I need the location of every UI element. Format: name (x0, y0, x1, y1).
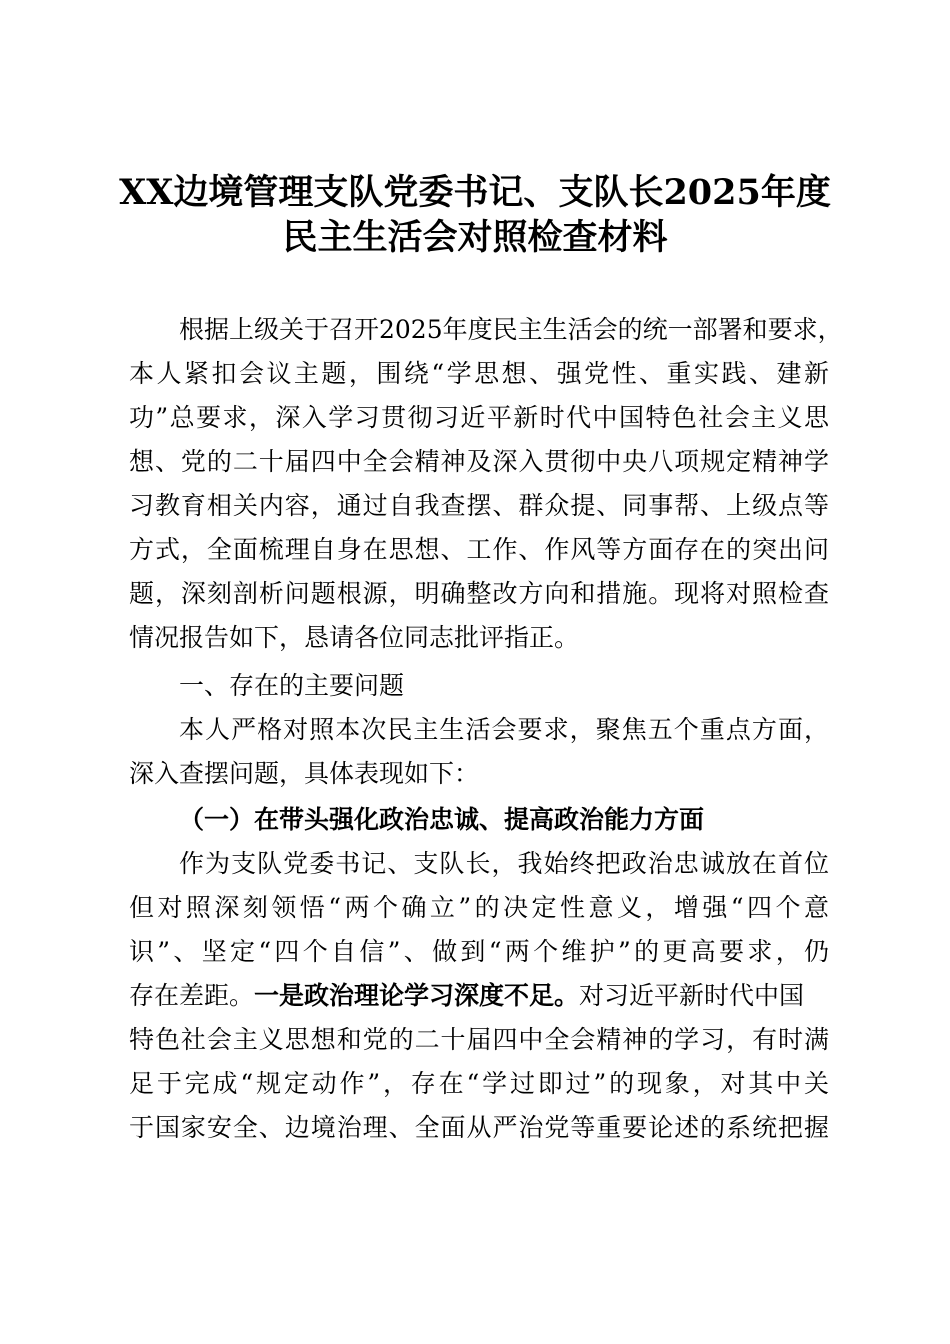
subsection-line-1: 作为支队党委书记、支队长，我始终把政治忠诚放在首位 (179, 849, 829, 878)
subsection-line-4-tail: 对习近平新时代中国 (579, 981, 805, 1010)
intro-line-2: 本人紧扣会议主题，围绕“学思想、强党性、重实践、建新 (129, 359, 829, 388)
subsection-line-5: 特色社会主义思想和党的二十届四中全会精神的学习，有时满 (129, 1025, 829, 1054)
section-para-line-2: 深入查摆问题，具体表现如下： (129, 759, 480, 788)
subsection-line-4-emphasis: 一是政治理论学习深度不足。 (254, 981, 580, 1010)
intro-line-3: 功”总要求，深入学习贯彻习近平新时代中国特色社会主义思 (129, 403, 829, 432)
subsection-line-3: 识”、坚定“四个自信”、做到“两个维护”的更高要求，仍 (129, 937, 829, 966)
intro-line-6: 方式，全面梳理自身在思想、工作、作风等方面存在的突出问 (129, 535, 829, 564)
section-heading: 一、存在的主要问题 (179, 671, 405, 700)
intro-line-1: 根据上级关于召开2025年度民主生活会的统一部署和要求， (179, 315, 843, 344)
subsection-line-4 (129, 974, 829, 1018)
subsection-line-2: 但对照深刻领悟“两个确立”的决定性意义，增强“四个意 (129, 893, 829, 922)
intro-line-7: 题，深刻剖析问题根源，明确整改方向和措施。现将对照检查 (129, 579, 829, 608)
section-para-line-1: 本人严格对照本次民主生活会要求，聚焦五个重点方面， (179, 715, 829, 744)
subsection-line-4-lead: 存在差距。 (129, 981, 255, 1010)
document-title-line-2: 民主生活会对照检查材料 (282, 217, 668, 258)
document-title-line-1: XX边境管理支队党委书记、支队长2025年度 (119, 172, 831, 213)
subsection-line-6: 足于完成“规定动作”，存在“学过即过”的现象，对其中关 (129, 1069, 829, 1098)
intro-line-4: 想、党的二十届四中全会精神及深入贯彻中央八项规定精神学 (129, 447, 829, 476)
intro-line-8: 情况报告如下，恳请各位同志批评指正。 (129, 623, 580, 652)
intro-line-5: 习教育相关内容，通过自我查摆、群众提、同事帮、上级点等 (129, 491, 829, 520)
subsection-line-7: 于国家安全、边境治理、全面从严治党等重要论述的系统把握 (129, 1113, 829, 1142)
subsection-heading: （一）在带头强化政治忠诚、提高政治能力方面 (179, 805, 705, 834)
